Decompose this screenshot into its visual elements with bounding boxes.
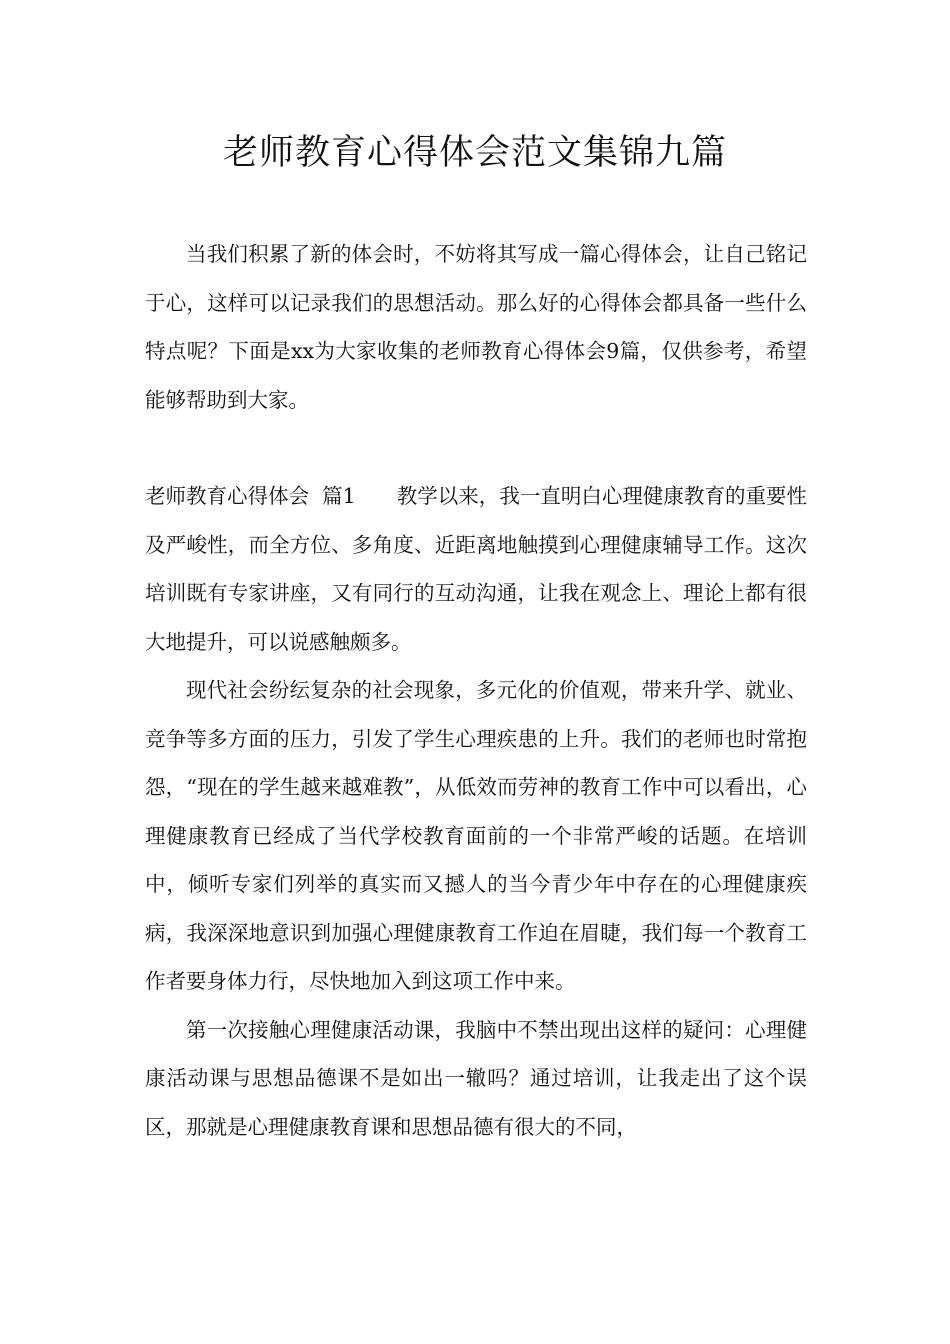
- document-title: 老师教育心得体会范文集锦九篇: [222, 133, 727, 173]
- document-body: [145, 230, 807, 1151]
- section-1-para-1-text: 教学以来，我一直明白心理健康教育的重要性及严峻性，而全方位、多角度、近距离地触摸到心理健康辅导工作。这次培训既有专家讲座，又有同行的互动沟通，让我在观念上、理论上都有很大地提升，可以说感触颇多。: [145, 484, 808, 654]
- paragraph-gap: [145, 424, 807, 472]
- section-1-paragraph-1: [145, 472, 807, 666]
- section-1-heading: 老师教育心得体会 篇1: [145, 484, 356, 508]
- section-1-paragraph-3: 第一次接触心理健康活动课，我脑中不禁出现出这样的疑问：心理健康活动课与思想品德课不是如出一辙吗？通过培训，让我走出了这个误区，那就是心理健康教育课和思想品德有很大的不同，: [145, 1017, 807, 1139]
- section-1-paragraph-2: 现代社会纷纭复杂的社会现象，多元化的价值观，带来升学、就业、竞争等多方面的压力，引发了学生心理疾患的上升。我们的老师也时常抱怨，“现在的学生越来越难教”，从低效而劳神的教育工作中可以看出，心理健康教育已经成了当代学校教育面前的一个非常严峻的话题。在培训中，倾听专家们列举的真实而又撼人的当今青少年中存在的心理健康疾病，我深深地意识到加强心理健康教育工作迫在眉睫，我们每一个教育工作者要身体力行，尽快地加入到这项工作中来。: [145, 678, 807, 993]
- intro-paragraph: 当我们积累了新的体会时，不妨将其写成一篇心得体会，让自己铭记于心，这样可以记录我们的思想活动。那么好的心得体会都具备一些什么特点呢？下面是xx为大家收集的老师教育心得体会9篇，仅供参考，希望能够帮助到大家。: [145, 242, 807, 412]
- section-1-spacer: [356, 484, 397, 508]
